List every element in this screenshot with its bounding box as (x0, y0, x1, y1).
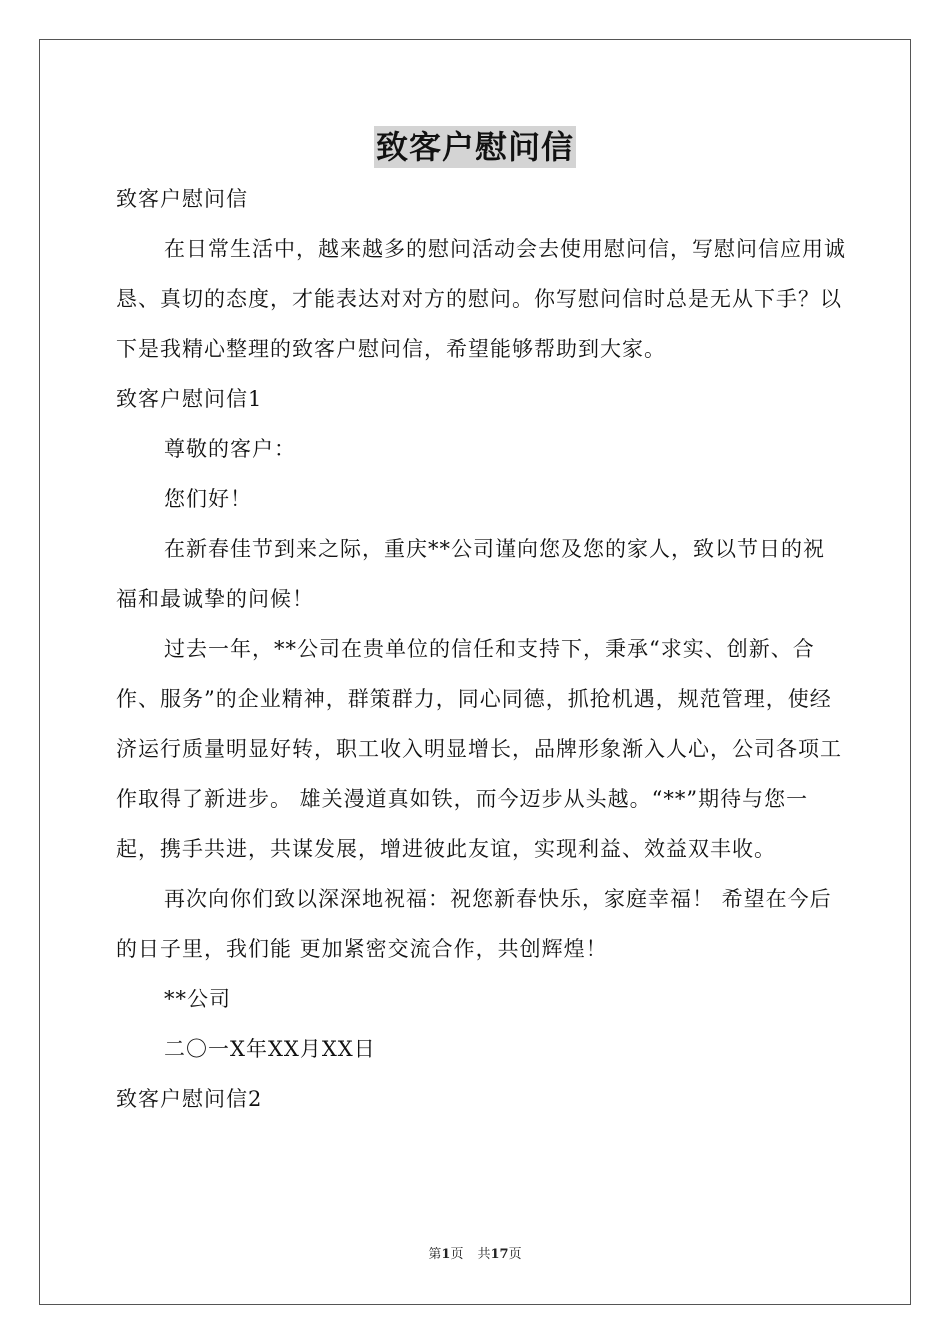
paragraph: 过去一年，**公司在贵单位的信任和支持下，秉承“求实、创新、合作、服务”的企业精神，群策群力，同心同德，抓抢机遇，规范管理，使经济运行质量明显好转，职工收入明显增长，品牌形象渐入人心，公司各项工作取得了新进步。 雄关漫道真如铁，而今迈步从头越。“**”期待与您一起，携手共进，共谋发展，增进彼此友谊，实现利益、效益双丰收。 (116, 637, 842, 861)
paragraph: 在新春佳节到来之际，重庆**公司谨向您及您的家人，致以节日的祝福和最诚挚的问候！ (116, 537, 825, 611)
salutation: 尊敬的客户： (164, 437, 296, 461)
greeting: 您们好！ (164, 487, 252, 511)
document-body (116, 174, 846, 1124)
section-heading: 致客户慰问信1 (116, 387, 263, 411)
page-footer (0, 1246, 950, 1264)
signature-date: 二〇一X年XX月XX日 (164, 1037, 376, 1061)
title-container (0, 126, 950, 168)
signature-company: **公司 (164, 987, 231, 1011)
page-total: 17 (490, 1247, 509, 1262)
paragraph: 再次向你们致以深深地祝福：祝您新春快乐，家庭幸福！ 希望在今后的日子里，我们能 更加紧密交流合作，共创辉煌！ (116, 887, 832, 961)
page-current: 1 (441, 1247, 451, 1262)
document-title: 致客户慰问信 (375, 128, 574, 166)
page-total-label: 共17页 (477, 1247, 522, 1262)
paragraph: 在日常生活中，越来越多的慰问活动会去使用慰问信，写慰问信应用诚恳、真切的态度，才能表达对对方的慰问。你写慰问信时总是无从下手？以下是我精心整理的致客户慰问信，希望能够帮助到大家。 (116, 237, 846, 361)
page-number-label: 第1页 (428, 1247, 464, 1262)
section-heading: 致客户慰问信2 (116, 1087, 263, 1111)
paragraph: 致客户慰问信 (116, 187, 248, 211)
